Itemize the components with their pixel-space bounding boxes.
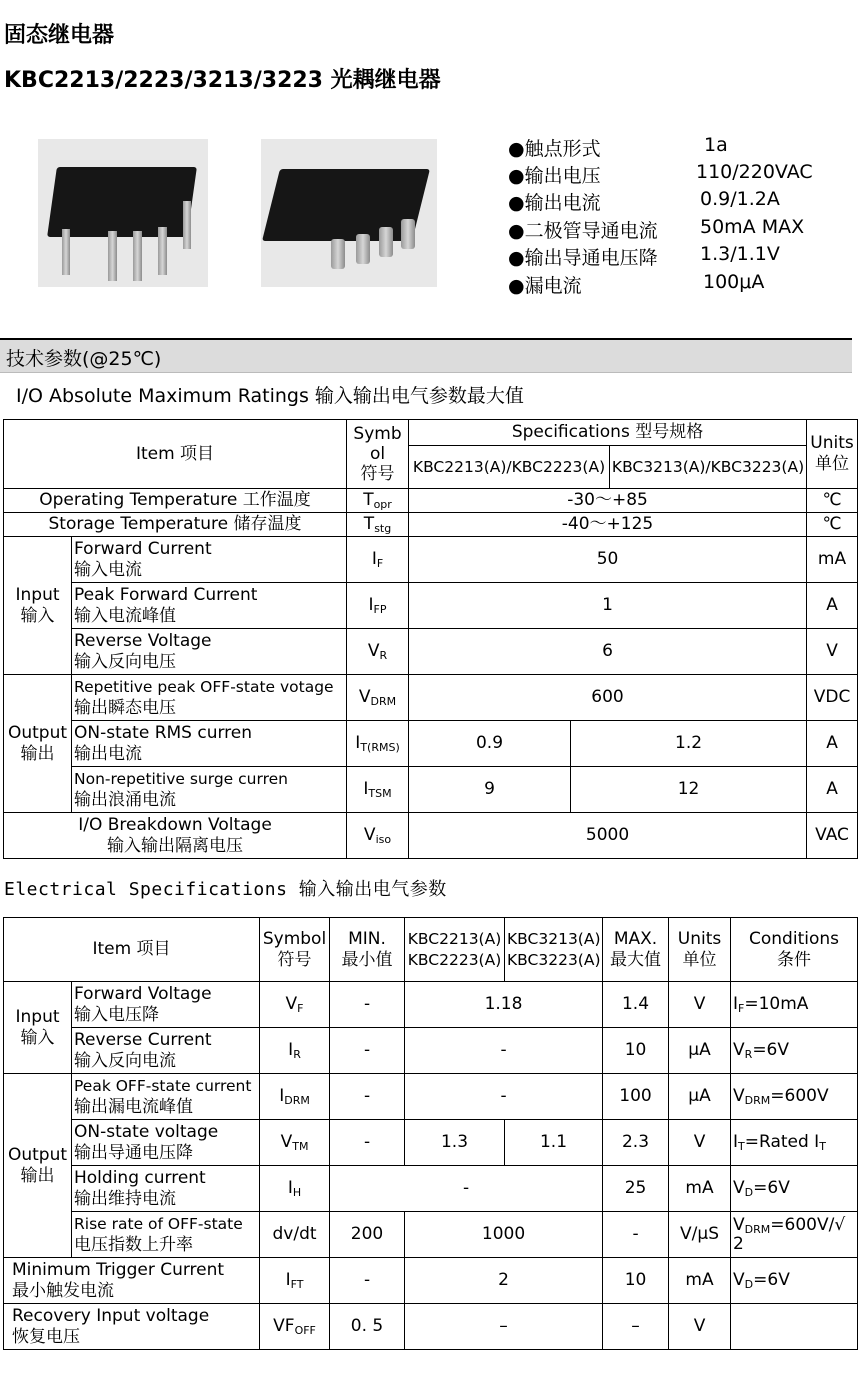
header-symbol: Symbol 符号	[260, 918, 330, 982]
table-row: ON-state voltage 输出导通电压降 $V_{TM}$ - 1.3 1.1 2.3 V $I_T=Rated$ $I_T$	[4, 1120, 858, 1166]
table-row: ON-state RMS curren 输出电流 $I_{T(RMS)}$ 0.9 1.2 A	[4, 721, 858, 767]
absolute-ratings-title: I/O Absolute Maximum Ratings 输入输出电气参数最大值	[16, 385, 524, 407]
header-units: Units 单位	[669, 918, 731, 982]
feature-contact-form: ●触点形式 1a	[508, 134, 728, 160]
header-model-b: KBC3213(A) KBC3223(A)	[505, 918, 603, 982]
header-max: MAX. 最大值	[603, 918, 669, 982]
feature-diode-current: ●二极管导通电流 50mA MAX	[508, 216, 805, 242]
absolute-ratings-table	[3, 419, 858, 859]
table-row: Output 输出 Peak OFF-state current 输出漏电流峰值 $I_{DRM}$ - - 100 μA $V_{DRM}=600V$	[4, 1074, 858, 1120]
product-photo-smd	[261, 139, 437, 287]
group-output: Output 输出	[4, 1074, 72, 1258]
table-row: Reverse Voltage 输入反向电压 $V_R$ 6 V	[4, 629, 858, 675]
table-row: Input 输入 Forward Current 输入电流 $I_F$ 50 mA	[4, 537, 858, 583]
header-models	[409, 446, 807, 489]
table-row: Minimum Trigger Current 最小触发电流 $I_{FT}$ - 2 10 mA $V_D=6V$	[4, 1258, 858, 1304]
table-row: I/O Breakdown Voltage 输入输出隔离电压 $V_{iso}$ 5000 VAC	[4, 813, 858, 859]
header-model-a: KBC2213(A)/KBC2223(A)	[409, 446, 610, 488]
table-row: Operating Temperature 工作温度 $T_{opr}$ -30～+85 ℃	[4, 489, 858, 513]
table-row: Rise rate of OFF-state 电压指数上升率 dv/dt 200 1000 - V/μS $V_{DRM}=600V/√$ 2	[4, 1212, 858, 1258]
category-title: 固态继电器	[4, 23, 115, 48]
feature-leakage-current: ●漏电流 100μA	[508, 271, 765, 297]
header-model-b: KBC3213(A)/KBC3223(A)	[611, 458, 805, 476]
table-row: Input 输入 Forward Voltage 输入电压降 $V_F$ - 1.18 1.4 V $I_F=10mA$	[4, 982, 858, 1028]
group-output: Output 输出	[4, 675, 72, 813]
header-conditions: Conditions 条件	[731, 918, 858, 982]
table-row: Non-repetitive surge curren 输出浪涌电流 $I_{TSM}$ 9 12 A	[4, 767, 858, 813]
header-model-a: KBC2213(A) KBC2223(A)	[405, 918, 505, 982]
table-row: Recovery Input voltage 恢复电压 $VF_{OFF}$ 0. 5 – – V	[4, 1304, 858, 1350]
table-row: Peak Forward Current 输入电流峰值 $I_{FP}$ 1 A	[4, 583, 858, 629]
feature-output-current: ●输出电流 0.9/1.2A	[508, 188, 780, 214]
table-row: Reverse Current 输入反向电流 $I_R$ - - 10 μA $V_R=6V$	[4, 1028, 858, 1074]
header-min: MIN. 最小值	[330, 918, 405, 982]
header-symbol: Symb ol 符号	[347, 420, 409, 489]
feature-output-voltage: ●输出电压 110/220VAC	[508, 161, 813, 187]
table-row: Storage Temperature 储存温度 $T_{stg}$ -40～+125 ℃	[4, 513, 858, 537]
header-specifications: Specifications 型号规格	[409, 420, 807, 446]
electrical-specs-table	[3, 917, 858, 1350]
table-row: Holding current 输出维持电流 $I_H$ - 25 mA $V_D=6V$	[4, 1166, 858, 1212]
header-item: Item 项目	[4, 420, 347, 489]
product-title: KBC2213/2223/3213/3223 光耦继电器	[4, 68, 441, 93]
feature-voltage-drop: ●输出导通电压降 1.3/1.1V	[508, 243, 780, 269]
header-units: Units 单位	[807, 420, 858, 489]
table-row: Output 输出 Repetitive peak OFF-state votage 输出瞬态电压 $V_{DRM}$ 600 VDC	[4, 675, 858, 721]
electrical-specs-title: Electrical Specifications 输入输出电气参数	[4, 879, 447, 900]
product-photo-dip	[38, 139, 208, 287]
header-item: Item 项目	[4, 918, 260, 982]
group-input: Input 输入	[4, 537, 72, 675]
tech-params-band: 技术参数(@25℃)	[0, 338, 852, 373]
group-input: Input 输入	[4, 982, 72, 1074]
